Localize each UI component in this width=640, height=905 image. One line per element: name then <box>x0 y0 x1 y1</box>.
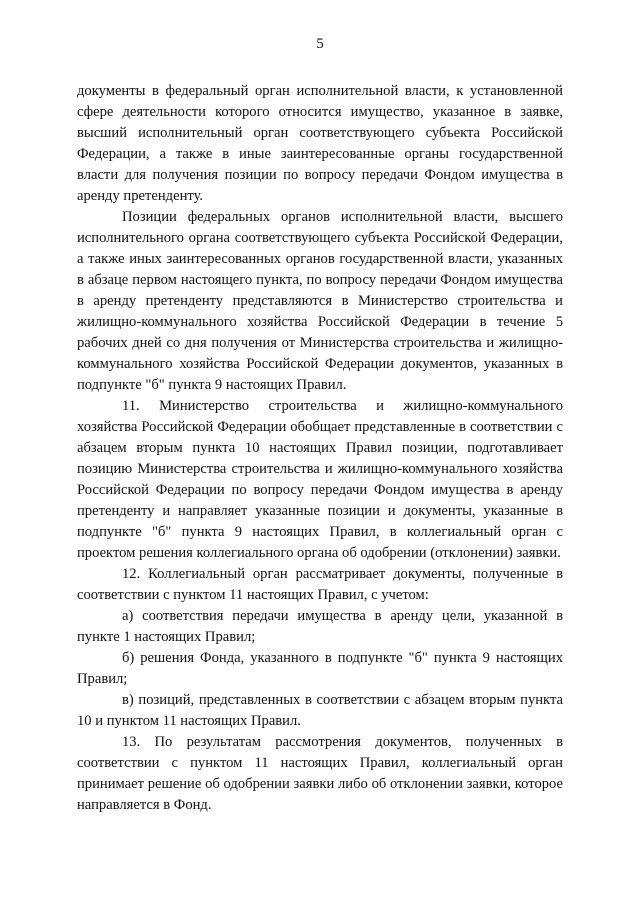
page-number: 5 <box>316 36 324 52</box>
document-body <box>77 81 563 816</box>
paragraph-positions: Позиции федеральных органов исполнительной власти, высшего исполнительного органа соответствующего субъекта Российской Федерации, а также иных заинтересованных органов государственной власти, указанных в абзаце первом настоящего пункта, по вопросу передачи Фондом имущества в аренду претенденту представляются в Министерство строительства и жилищно-коммунального хозяйства Российской Федерации в течение 5 рабочих дней со дня получения от Министерства строительства и жилищно-коммунального хозяйства Российской Федерации документов, указанных в подпункте "б" пункта 9 настоящих Правил. <box>77 209 563 393</box>
paragraph-subitem-a: а) соответствия передачи имущества в аренду цели, указанной в пункте 1 настоящих Правил; <box>77 608 563 645</box>
paragraph-item-13: 13. По результатам рассмотрения документов, полученных в соответствии с пунктом 11 настоящих Правил, коллегиальный орган принимает решение об одобрении заявки либо об отклонении заявки, которое направляется в Фонд. <box>77 734 563 813</box>
paragraph-continuation: документы в федеральный орган исполнительной власти, к установленной сфере деятельности которого относится имущество, указанное в заявке, высший исполнительный орган соответствующего субъекта Российской Федерации, а также в иные заинтересованные органы государственной власти для получения позиции по вопросу передачи Фондом имущества в аренду претенденту. <box>77 83 563 204</box>
paragraph-item-11: 11. Министерство строительства и жилищно-коммунального хозяйства Российской Федерации обобщает представленные в соответствии с абзацем вторым пункта 10 настоящих Правил позиции, подготавливает позицию Министерства строительства и жилищно-коммунального хозяйства Российской Федерации по вопросу передачи Фондом имущества в аренду претенденту и направляет указанные позиции и документы, указанные в подпункте "б" пункта 9 настоящих Правил, в коллегиальный орган с проектом решения коллегиального органа об одобрении (отклонении) заявки. <box>77 398 563 561</box>
paragraph-subitem-v: в) позиций, представленных в соответствии с абзацем вторым пункта 10 и пунктом 11 настоящих Правил. <box>77 692 563 729</box>
paragraph-item-12: 12. Коллегиальный орган рассматривает документы, полученные в соответствии с пунктом 11 настоящих Правил, с учетом: <box>77 566 563 603</box>
paragraph-subitem-b: б) решения Фонда, указанного в подпункте "б" пункта 9 настоящих Правил; <box>77 650 563 687</box>
